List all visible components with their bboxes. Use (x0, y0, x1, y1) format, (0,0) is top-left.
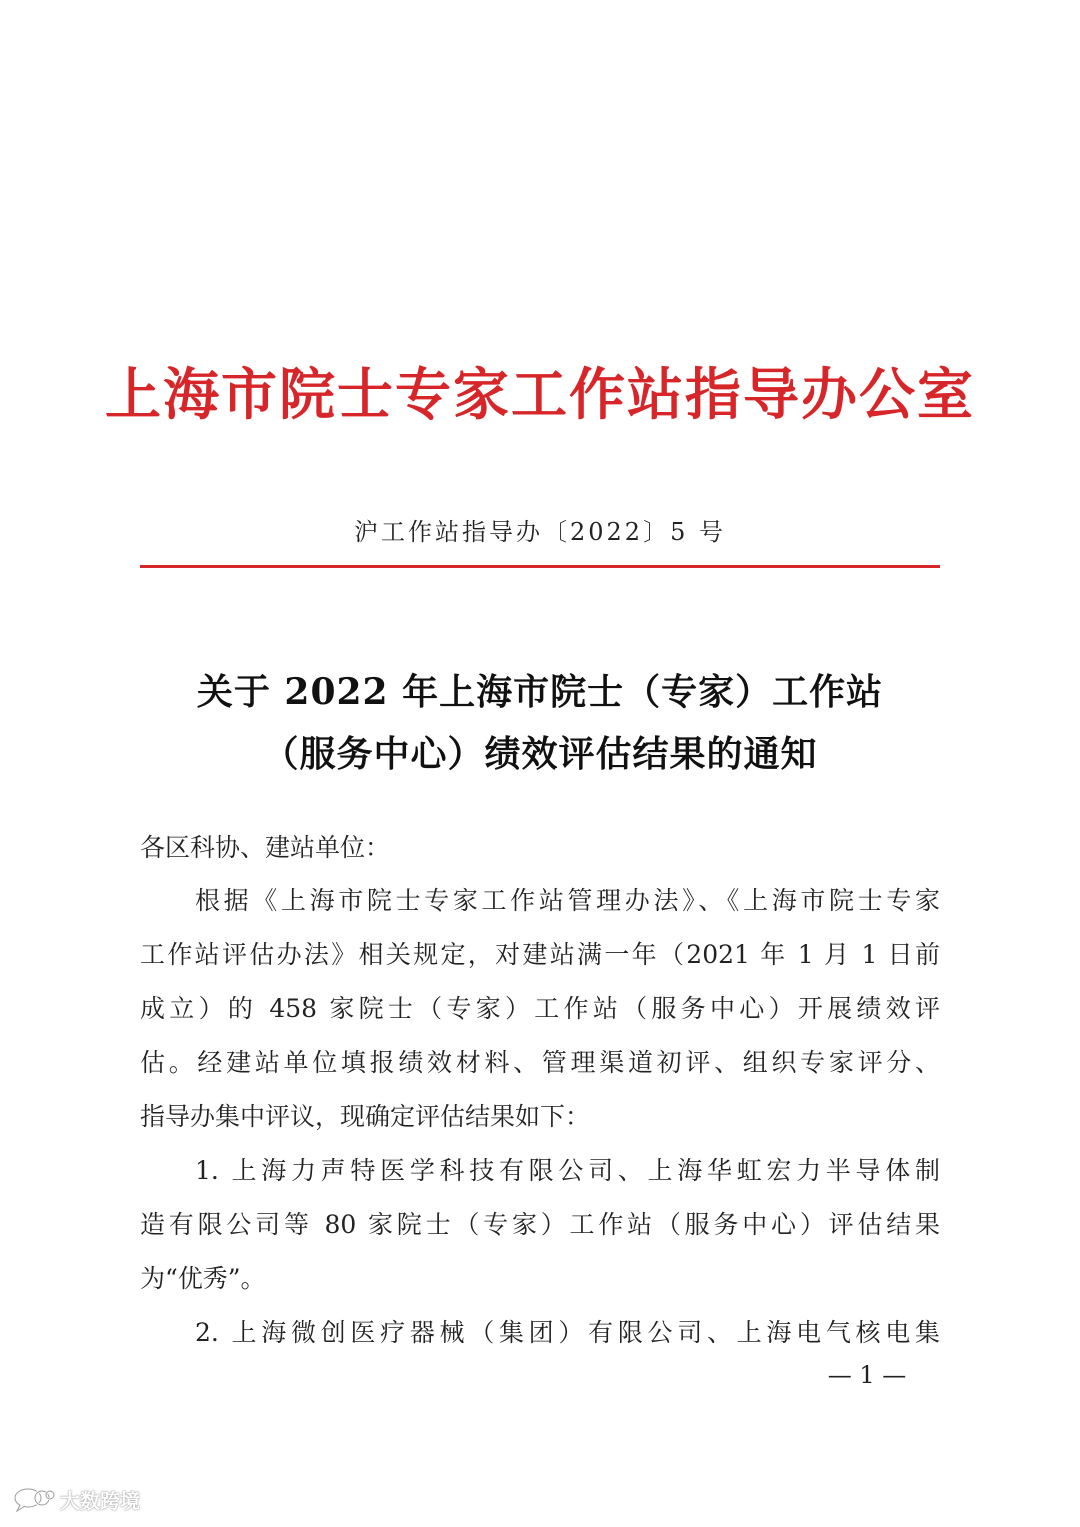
red-divider-line (140, 565, 940, 568)
paragraph-2-line-2: 造有限公司等 80 家院士（专家）工作站（服务中心）评估结果 (140, 1210, 940, 1239)
paragraph-3-line-1: 2. 上海微创医疗器械（集团）有限公司、上海电气核电集 (195, 1318, 940, 1347)
watermark (12, 1483, 140, 1515)
document-number: 沪工作站指导办〔2022〕5 号 (354, 518, 726, 546)
issuer-name: 上海市院士专家工作站指导办公室 (105, 362, 975, 428)
paragraph-1-line-3: 成立）的 458 家院士（专家）工作站（服务中心）开展绩效评 (140, 994, 940, 1023)
chat-bubble-logo-icon (12, 1486, 56, 1512)
page-number: — 1 — (827, 1361, 907, 1389)
salutation: 各区科协、建站单位： (140, 833, 391, 862)
paragraph-1-line-5: 指导办集中评议，现确定评估结果如下： (140, 1102, 591, 1131)
paragraph-1-line-4: 估。经建站单位填报绩效材料、管理渠道初评、组织专家评分、 (140, 1048, 940, 1077)
paragraph-2-line-1: 1. 上海力声特医学科技有限公司、上海华虹宏力半导体制 (195, 1156, 940, 1185)
watermark-text: 大数跨境 (60, 1488, 140, 1513)
paragraph-1-line-1: 根据《上海市院士专家工作站管理办法》、《上海市院士专家 (195, 886, 940, 915)
document-title-line-1: 关于 2022 年上海市院士（专家）工作站 (196, 671, 884, 713)
paragraph-1-line-2: 工作站评估办法》相关规定，对建站满一年（2021 年 1 月 1 日前 (140, 940, 940, 969)
document-title-line-2: （服务中心）绩效评估结果的通知 (262, 733, 818, 775)
paragraph-2-line-3: 为“优秀”。 (140, 1264, 266, 1293)
